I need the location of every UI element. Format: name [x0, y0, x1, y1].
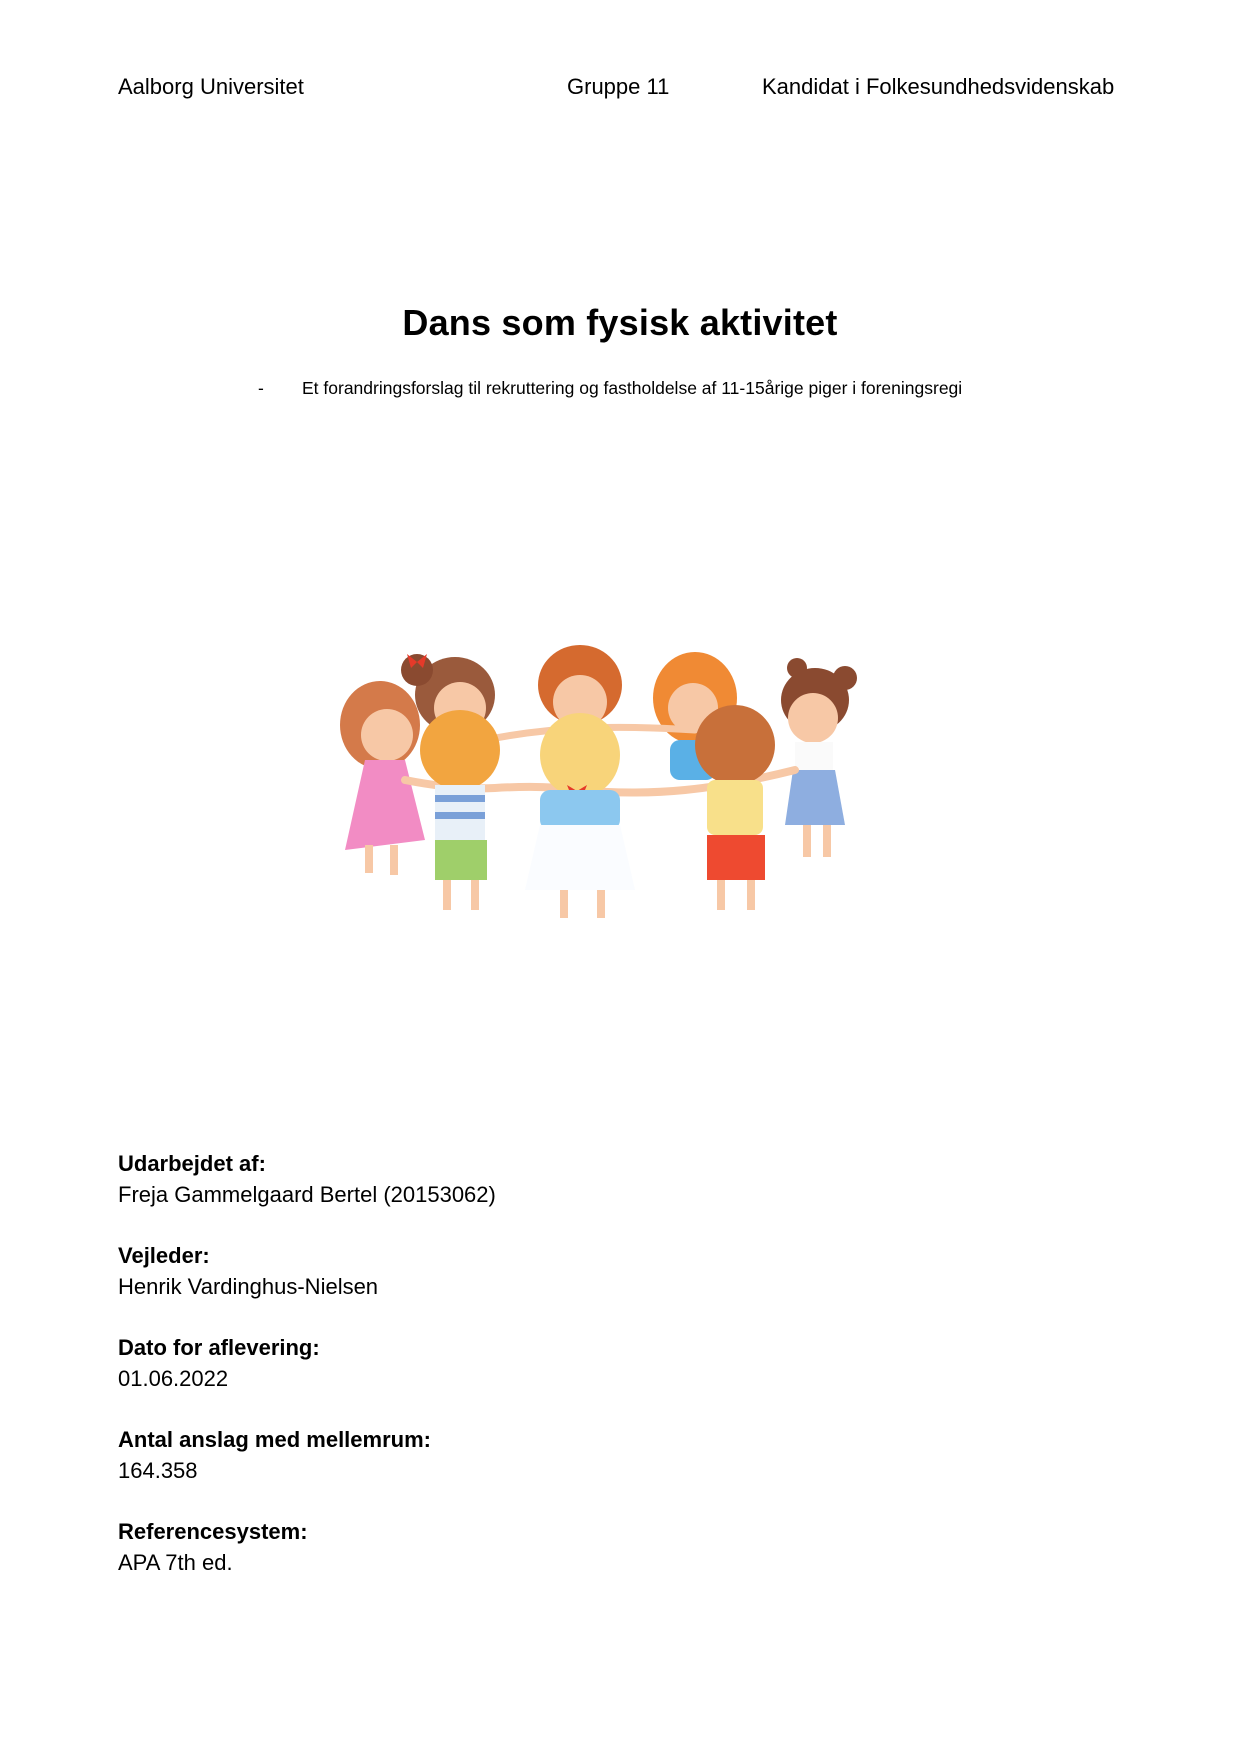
child-right-blue-skirt [781, 658, 857, 857]
meta-label: Udarbejdet af: [118, 1151, 266, 1176]
meta-label: Referencesystem: [118, 1519, 308, 1544]
meta-value: Freja Gammelgaard Bertel (20153062) [118, 1182, 496, 1207]
meta-value: 164.358 [118, 1458, 198, 1483]
meta-author [118, 1148, 496, 1210]
meta-submission-date [118, 1332, 496, 1394]
institution-name: Aalborg Universitet [118, 74, 304, 99]
meta-reference-system [118, 1516, 496, 1578]
meta-character-count [118, 1424, 496, 1486]
meta-supervisor [118, 1240, 496, 1302]
program-name: Kandidat i Folkesundhedsvidenskab [762, 74, 1115, 99]
child-front-blonde [525, 713, 635, 918]
child-front-striped-shirt [420, 710, 500, 910]
meta-label: Dato for aflevering: [118, 1335, 320, 1360]
meta-value: 01.06.2022 [118, 1366, 229, 1391]
document-subtitle [258, 378, 962, 399]
meta-value: Henrik Vardinghus-Nielsen [118, 1274, 379, 1299]
children-dancing-illustration [335, 640, 925, 940]
child-front-yellow-shirt [695, 705, 775, 910]
meta-value: APA 7th ed. [118, 1550, 233, 1575]
group-name: Gruppe 11 [567, 74, 670, 99]
subtitle-text: Et forandringsforslag til rekruttering og fastholdelse af 11-15årige piger i foreningsregi [302, 378, 963, 398]
document-title: Dans som fysisk aktivitet [402, 302, 838, 343]
document-metadata [118, 1148, 496, 1608]
meta-label: Vejleder: [118, 1243, 210, 1268]
subtitle-dash: - [258, 378, 264, 398]
meta-label: Antal anslag med mellemrum: [118, 1427, 431, 1452]
